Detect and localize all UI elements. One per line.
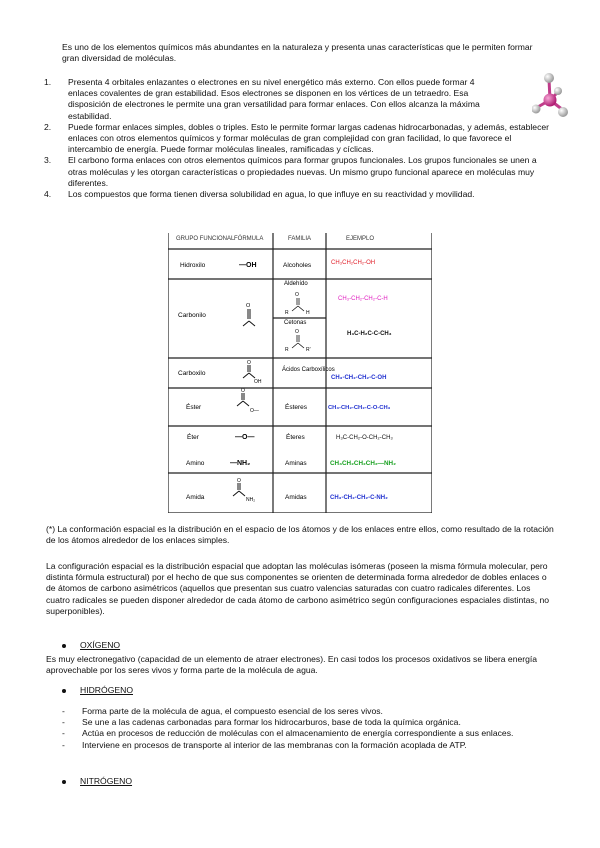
table-header-formula: FÓRMULA xyxy=(234,236,264,242)
table-cell-example: CH₃CH₂CH₂-OH xyxy=(331,260,376,266)
svg-text:O: O xyxy=(295,292,299,298)
bullet-icon xyxy=(62,644,66,648)
list-item: - Se une a las cadenas carbonadas para formar los hidrocarburos, base de toda la química orgánica. xyxy=(62,717,461,728)
table-cell-group: Hidroxilo xyxy=(180,262,206,269)
svg-text:NH₂: NH₂ xyxy=(246,497,256,503)
svg-text:R: R xyxy=(285,310,289,316)
table-cell-family: Amidas xyxy=(285,494,307,501)
table-cell-example: CH₃-CH₂-CH₂-C-H xyxy=(338,296,388,302)
table-cell-group: Éter xyxy=(187,434,199,441)
table-cell-group: Amida xyxy=(186,494,205,501)
table-header-family: FAMILIA xyxy=(288,236,312,242)
list-item: 4. Los compuestos que forma tienen diversa solubilidad en agua, lo que influye en su reactividad y movilidad. xyxy=(44,189,475,200)
table-cell-group: Éster xyxy=(186,404,202,411)
hidrogeno-list xyxy=(62,706,552,751)
table-cell-family: Alcoholes xyxy=(283,262,312,269)
carbon-properties-list xyxy=(44,77,552,200)
svg-text:R': R' xyxy=(306,347,311,353)
table-cell-family: Ácidos Carboxílicos xyxy=(282,367,335,373)
oxigeno-heading: OXÍGENO xyxy=(62,640,120,651)
table-cell-formula: —O— xyxy=(235,434,255,441)
table-cell-family: Ésteres xyxy=(285,404,308,411)
svg-text:O: O xyxy=(247,360,251,366)
table-cell-group: Carbonilo xyxy=(178,312,206,319)
table-header-example: EJEMPLO xyxy=(346,236,375,242)
nitrogeno-heading: NITRÓGENO xyxy=(62,776,132,787)
svg-text:H: H xyxy=(306,310,310,316)
table-cell-example: CH₃-CH₂-CH₂-C-OH xyxy=(331,375,387,381)
list-item: 1. Presenta 4 orbitales enlazantes o electrones en su nivel energético más externo. Con ellos puede formar 4 enlaces covalentes de gran estabilidad. Esos electrones se disponen en los vértices de un tetraedro. Esa disposición de electrones le permite una gran versatilidad para formar enlaces. Con ellos alcanza la máxima estabilidad. xyxy=(44,77,480,121)
functional-groups-table xyxy=(168,233,432,513)
configuracion-paragraph: La configuración espacial es la distribución espacial que adoptan las moléculas isómeras (poseen la misma fórmula molecular, pero distinta fórmula estructural) por el hecho de que sus componentes se orienten de determinada forma alrededor de dobles enlaces o de átomos de carbono asimétricos (aquellos que presentan sus cuatro valencias saturadas con cuatro radicales diferentes. Los cuatro radicales se pueden disponer alrededor de cada átomo de carbono asimétrico según configuraciones espaciales distintas, no superponibles). xyxy=(46,561,550,616)
list-item: - Forma parte de la molécula de agua, el compuesto esencial de los seres vivos. xyxy=(62,706,383,716)
table-cell-example: H₃C-CH₂-O-CH₂-CH₃ xyxy=(336,435,393,441)
table-cell-family: Éteres xyxy=(286,434,305,441)
bullet-icon xyxy=(62,689,66,693)
intro-paragraph: Es uno de los elementos químicos más abundantes en la naturaleza y presenta unas características que le permiten formar gran diversidad de moléculas. xyxy=(62,42,533,64)
table-cell-example: CH₃CH₂CH₂CH₂—NH₂ xyxy=(330,460,396,467)
bullet-icon xyxy=(62,780,66,784)
table-cell-family: Aminas xyxy=(285,460,307,467)
svg-text:O—: O— xyxy=(250,408,259,414)
svg-text:O: O xyxy=(295,329,299,335)
list-item: - Interviene en procesos de transporte al interior de las membranas con la formación acoplada de ATP. xyxy=(62,739,467,750)
oxigeno-paragraph: Es muy electronegativo (capacidad de un elemento de atraer electrones). En casi todos los procesos oxidativos se libera energía aprovechable por los seres vivos y forma parte de la molécula de agua. xyxy=(46,654,538,676)
hidrogeno-heading: HIDRÓGENO xyxy=(62,685,133,696)
table-cell-family: Cetonas xyxy=(284,320,307,326)
table-cell-example: CH₃-CH₂-CH₂-C-O-CH₃ xyxy=(328,405,391,411)
table-cell-family: Aldehído xyxy=(284,281,308,287)
table-header-group: GRUPO FUNCIONAL xyxy=(176,236,235,242)
svg-text:R: R xyxy=(285,347,289,353)
list-item: 3. El carbono forma enlaces con otros elementos químicos para formar grupos funcionales. Los grupos funcionales se unen a otras moléculas y les otorgan características o propiedades nuevas. Un mismo grupo funcional aparece en moléculas muy diferentes. xyxy=(44,155,537,188)
svg-text:O: O xyxy=(246,303,251,309)
svg-text:O: O xyxy=(241,388,245,394)
table-cell-example: CH₃-CH₂-CH₂-C-NH₂ xyxy=(330,495,388,501)
svg-text:O: O xyxy=(237,478,241,484)
svg-text:OH: OH xyxy=(254,379,262,385)
table-cell-formula: —OH xyxy=(239,262,257,269)
conformacion-note: (*) La conformación espacial es la distribución en el espacio de los átomos y de los enlaces entre ellos, como resultado de la rotación de los átomos alrededor de los enlaces simples. xyxy=(46,524,554,546)
table-cell-example: H₃C-H₂C-C-CH₃ xyxy=(347,331,392,337)
carbonyl-formula-icon xyxy=(243,309,255,326)
table-cell-group: Carboxilo xyxy=(178,370,206,377)
list-item: 2. Puede formar enlaces simples, dobles o triples. Esto le permite formar largas cadenas hidrocarbonadas, y además, establecer enlaces con otros elementos químicos y formar moléculas de gran complejidad con gran facilidad, lo que favorece el intercambio de energía. Puede formar moléculas lineales, ramificadas y cíclicas. xyxy=(44,121,550,155)
list-item: - Actúa en procesos de reducción de moléculas con el almacenamiento de energía correspondiente a sus enlaces. xyxy=(62,728,514,739)
table-cell-group: Amino xyxy=(186,460,205,467)
table-cell-formula: —NH₂ xyxy=(230,460,251,467)
